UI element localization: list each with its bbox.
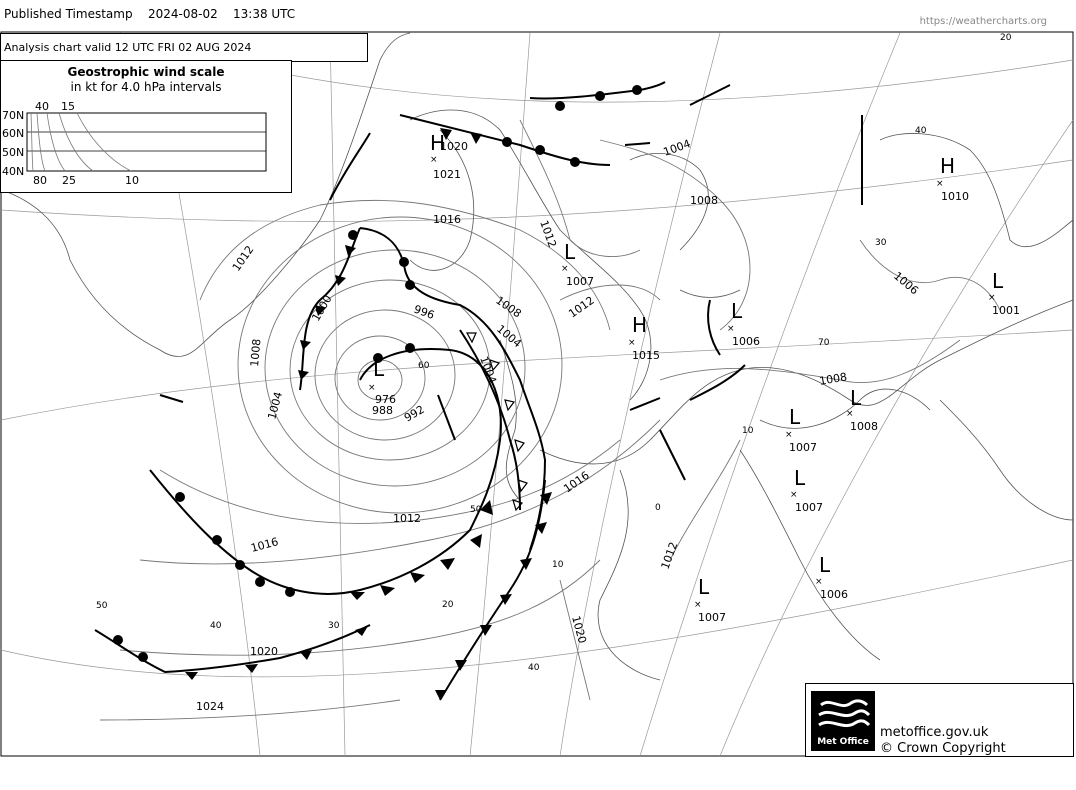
svg-text:1016: 1016 bbox=[561, 468, 592, 496]
svg-text:L: L bbox=[564, 240, 576, 264]
wind-scale-bottom-tick: 10 bbox=[125, 174, 139, 187]
svg-text:1012: 1012 bbox=[658, 540, 681, 572]
svg-text:1006: 1006 bbox=[820, 588, 848, 601]
low-centre bbox=[727, 299, 760, 348]
wave-icon bbox=[811, 691, 875, 735]
timestamp-date: 2024-08-02 bbox=[148, 7, 218, 21]
svg-text:0: 0 bbox=[655, 503, 661, 513]
svg-text:×: × bbox=[694, 600, 702, 610]
svg-text:L: L bbox=[731, 299, 743, 323]
wind-scale-graph bbox=[1, 61, 291, 192]
svg-text:1008: 1008 bbox=[493, 293, 524, 321]
svg-text:30: 30 bbox=[328, 621, 340, 631]
svg-text:L: L bbox=[992, 269, 1004, 293]
svg-text:×: × bbox=[815, 577, 823, 587]
wind-scale-lat: 60N bbox=[2, 127, 25, 140]
svg-text:H: H bbox=[940, 154, 956, 178]
svg-text:1007: 1007 bbox=[698, 611, 726, 624]
wind-scale-subtitle: in kt for 4.0 hPa intervals bbox=[70, 80, 222, 94]
low-centre bbox=[368, 357, 396, 417]
svg-text:1006: 1006 bbox=[732, 335, 760, 348]
wind-scale-lat: 40N bbox=[2, 165, 25, 178]
brand-domain: metoffice.gov.uk bbox=[880, 725, 989, 740]
svg-text:1020: 1020 bbox=[440, 140, 468, 153]
svg-text:×: × bbox=[430, 155, 438, 165]
branding-box bbox=[805, 683, 1074, 757]
svg-text:×: × bbox=[785, 430, 793, 440]
svg-text:1024: 1024 bbox=[196, 700, 224, 713]
wind-scale-bottom-tick: 25 bbox=[62, 174, 76, 187]
svg-text:996: 996 bbox=[411, 302, 437, 323]
svg-text:1010: 1010 bbox=[941, 190, 969, 203]
wind-scale-lat: 70N bbox=[2, 109, 25, 122]
svg-text:1008: 1008 bbox=[818, 370, 849, 388]
analysis-title: Analysis chart valid 12 UTC FRI 02 AUG 2024 bbox=[4, 41, 252, 54]
svg-text:1012: 1012 bbox=[537, 218, 559, 250]
wind-scale-top-tick: 40 bbox=[35, 100, 49, 113]
svg-text:50: 50 bbox=[470, 505, 482, 515]
wind-scale-legend bbox=[0, 60, 292, 193]
svg-text:1012: 1012 bbox=[229, 243, 257, 274]
svg-text:1020: 1020 bbox=[250, 645, 278, 658]
low-centre bbox=[815, 553, 848, 601]
copyright-text: © Crown Copyright bbox=[880, 741, 1006, 756]
svg-text:40: 40 bbox=[528, 663, 540, 673]
svg-text:1004: 1004 bbox=[494, 322, 524, 351]
low-centre bbox=[561, 240, 594, 288]
svg-text:×: × bbox=[368, 383, 376, 393]
svg-text:1001: 1001 bbox=[992, 304, 1020, 317]
svg-text:20: 20 bbox=[442, 600, 454, 610]
svg-text:30: 30 bbox=[875, 238, 887, 248]
svg-text:1000: 1000 bbox=[309, 292, 335, 324]
analysis-title-box bbox=[0, 33, 368, 62]
svg-text:1007: 1007 bbox=[789, 441, 817, 454]
timestamp-time: 13:38 UTC bbox=[233, 7, 296, 21]
wind-scale-top-tick: 15 bbox=[61, 100, 75, 113]
svg-text:L: L bbox=[698, 575, 710, 599]
svg-text:988: 988 bbox=[372, 404, 393, 417]
svg-text:×: × bbox=[988, 293, 996, 303]
svg-text:×: × bbox=[727, 324, 735, 334]
logo-text: Met Office bbox=[817, 737, 869, 747]
svg-text:1020: 1020 bbox=[569, 614, 589, 645]
svg-text:1012: 1012 bbox=[566, 293, 597, 321]
isobar-labels bbox=[196, 137, 921, 713]
high-centre bbox=[440, 140, 468, 153]
wind-scale-title: Geostrophic wind scale bbox=[67, 65, 225, 79]
svg-text:1008: 1008 bbox=[248, 338, 264, 368]
svg-text:1008: 1008 bbox=[690, 194, 718, 207]
svg-text:976: 976 bbox=[375, 393, 396, 406]
svg-text:1006: 1006 bbox=[891, 269, 921, 298]
low-centre bbox=[694, 575, 726, 624]
low-centre bbox=[790, 466, 823, 514]
low-centre bbox=[785, 405, 817, 454]
svg-text:50: 50 bbox=[96, 601, 108, 611]
source-url-link[interactable]: https://weathercharts.org bbox=[919, 16, 1047, 27]
svg-text:20: 20 bbox=[1000, 33, 1012, 43]
svg-text:1015: 1015 bbox=[632, 349, 660, 362]
svg-text:×: × bbox=[628, 338, 636, 348]
svg-text:10: 10 bbox=[552, 560, 564, 570]
svg-text:×: × bbox=[561, 264, 569, 274]
svg-text:1016: 1016 bbox=[433, 213, 461, 226]
svg-text:1004: 1004 bbox=[661, 137, 693, 159]
svg-text:40: 40 bbox=[915, 126, 927, 136]
svg-text:60: 60 bbox=[418, 361, 430, 371]
svg-text:H: H bbox=[430, 131, 446, 155]
svg-text:1004: 1004 bbox=[265, 390, 286, 421]
svg-text:L: L bbox=[373, 357, 385, 381]
svg-text:1004: 1004 bbox=[477, 354, 499, 386]
timestamp-label: Published Timestamp bbox=[4, 7, 133, 21]
svg-text:×: × bbox=[846, 409, 854, 419]
wind-scale-lat: 50N bbox=[2, 146, 25, 159]
svg-text:1007: 1007 bbox=[795, 501, 823, 514]
svg-text:L: L bbox=[819, 553, 831, 577]
svg-text:1007: 1007 bbox=[566, 275, 594, 288]
svg-text:L: L bbox=[850, 386, 862, 410]
timestamp-header bbox=[0, 0, 1076, 32]
svg-text:L: L bbox=[794, 466, 806, 490]
high-centre bbox=[936, 154, 969, 203]
svg-text:40: 40 bbox=[210, 621, 222, 631]
met-office-logo bbox=[811, 691, 875, 751]
low-centre bbox=[846, 386, 878, 433]
svg-text:L: L bbox=[789, 405, 801, 429]
svg-text:1021: 1021 bbox=[433, 168, 461, 181]
svg-text:H: H bbox=[632, 313, 648, 337]
svg-text:70: 70 bbox=[818, 338, 830, 348]
svg-text:1012: 1012 bbox=[393, 512, 421, 525]
svg-text:1016: 1016 bbox=[249, 535, 280, 555]
wind-scale-bottom-tick: 80 bbox=[33, 174, 47, 187]
low-centre bbox=[988, 269, 1020, 317]
svg-text:992: 992 bbox=[402, 402, 427, 425]
svg-text:×: × bbox=[936, 179, 944, 189]
svg-text:1008: 1008 bbox=[850, 420, 878, 433]
svg-text:×: × bbox=[790, 490, 798, 500]
svg-text:10: 10 bbox=[742, 426, 754, 436]
